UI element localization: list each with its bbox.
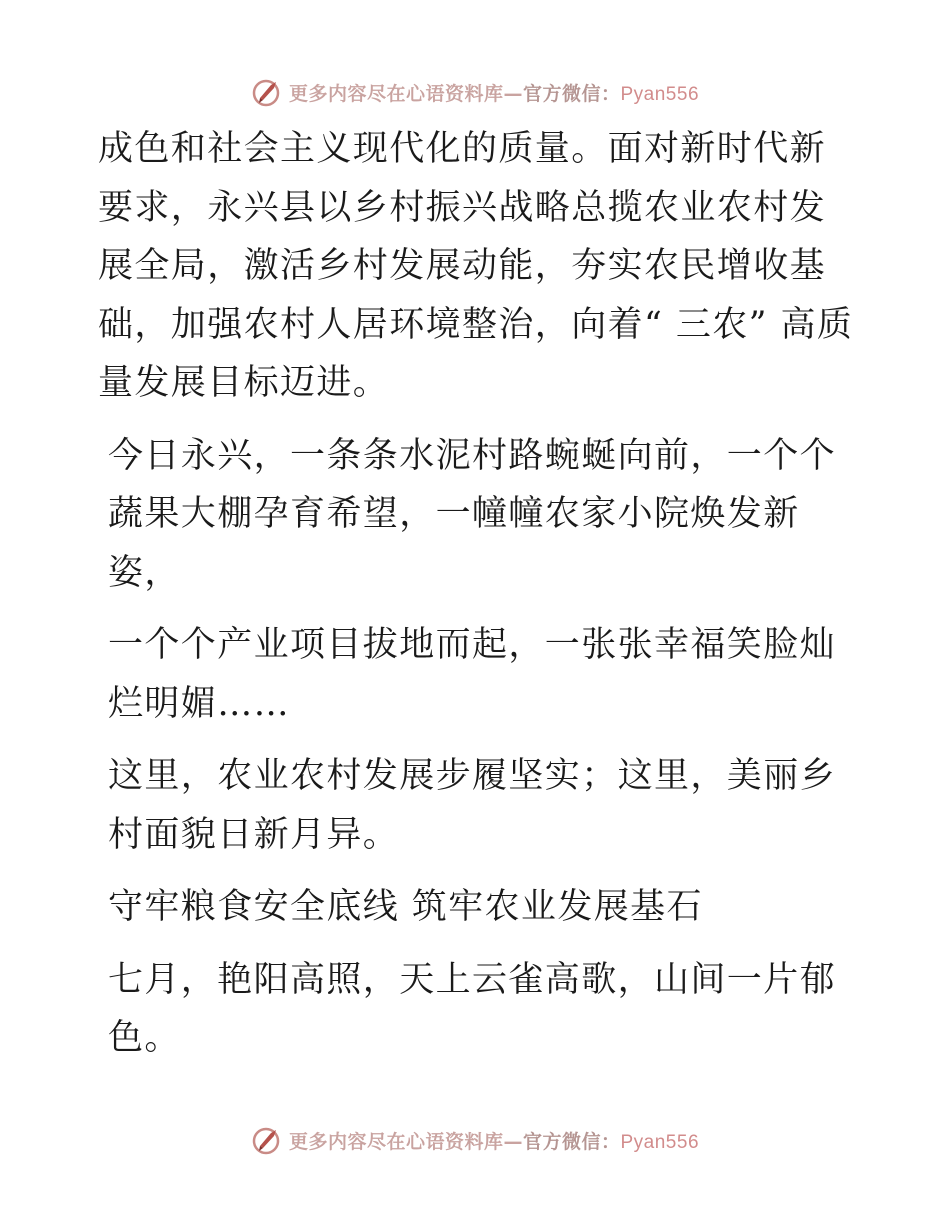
- paragraph: 这里，农业农村发展步履坚实；这里，美丽乡村面貌日新月异。: [108, 756, 837, 855]
- pen-nib-circle-icon: [251, 1124, 283, 1156]
- paragraph: 七月，艳阳高照，天上云雀高歌，山间一片郁色。: [108, 959, 837, 1058]
- paragraph: 成色和社会主义现代化的质量。面对新时代新要求，永兴县以乡村振兴战略总揽农业农村发展全局，激活乡村发展动能，夯实农民增收基础，加强农村人居环境整治，向着“ 三农” 高质量发展目标迈进。: [98, 129, 854, 403]
- pen-nib-circle-icon: [251, 76, 283, 108]
- watermark-footer: [0, 1120, 950, 1160]
- document-body: [98, 120, 858, 1068]
- watermark-wechat-label: 官方微信：: [522, 82, 621, 105]
- paragraph: 今日永兴，一条条水泥村路蜿蜒向前，一个个蔬果大棚孕育希望，一幢幢农家小院焕发新姿，: [108, 435, 837, 593]
- section-heading: 守牢粮食安全底线 筑牢农业发展基石: [108, 887, 703, 927]
- watermark-wechat-id: Pyan556: [620, 83, 700, 105]
- paragraph: 一个个产业项目拔地而起，一张张幸福笑脸灿烂明媚……: [108, 625, 837, 724]
- watermark-wechat-id: Pyan556: [620, 1131, 700, 1153]
- watermark-site-text: 更多内容尽在心语资料库—: [288, 1130, 523, 1153]
- watermark-wechat-label: 官方微信：: [522, 1130, 621, 1153]
- watermark-header: [0, 72, 950, 112]
- watermark-site-text: 更多内容尽在心语资料库—: [288, 82, 523, 105]
